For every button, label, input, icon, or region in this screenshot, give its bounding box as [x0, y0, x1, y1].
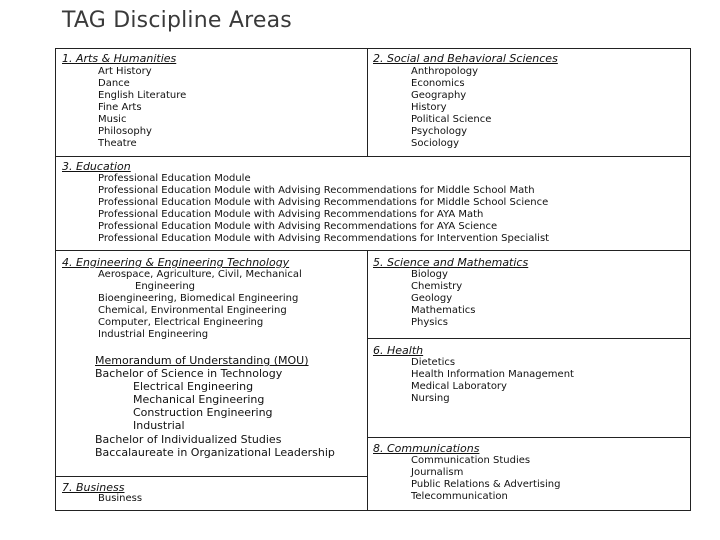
list-item: Professional Education Module with Advising Recommendations for Middle School Math	[98, 185, 535, 196]
mou-heading: Memorandum of Understanding (MOU)	[95, 354, 309, 367]
list-item: Art History	[98, 66, 152, 77]
list-item: Professional Education Module	[98, 173, 251, 184]
mou-block	[95, 354, 335, 459]
list-item: Professional Education Module with Advising Recommendations for AYA Math	[98, 209, 484, 220]
mou-line: Electrical Engineering	[133, 380, 254, 394]
science-heading: 5. Science and Mathematics	[373, 256, 529, 269]
mou-line: Mechanical Engineering	[133, 393, 265, 407]
list-item: Sociology	[411, 138, 460, 149]
page-title: TAG Discipline Areas	[62, 8, 292, 33]
list-item: Chemistry	[411, 281, 463, 292]
social-list	[411, 66, 491, 150]
mou-line: Baccalaureate in Organizational Leadership	[95, 445, 335, 459]
communications-heading: 8. Communications	[373, 442, 480, 455]
list-item: Professional Education Module with Advising Recommendations for AYA Science	[98, 221, 498, 232]
health-list	[411, 357, 574, 405]
health-heading: 6. Health	[373, 344, 424, 357]
list-item: Physics	[411, 317, 448, 328]
education-list	[98, 173, 549, 245]
arts-list	[98, 66, 186, 150]
list-item: Business	[98, 493, 143, 504]
engineering-heading: 4. Engineering & Engineering Technology	[62, 256, 290, 269]
list-item: Medical Laboratory	[411, 381, 507, 392]
mou-line: Industrial	[133, 419, 185, 433]
list-item: Economics	[411, 78, 465, 89]
list-item: Fine Arts	[98, 102, 142, 113]
list-item: Engineering	[135, 281, 195, 292]
list-item: Health Information Management	[411, 369, 574, 380]
list-item: Telecommunication	[411, 491, 508, 502]
list-item: Geography	[411, 90, 467, 101]
business-list	[98, 493, 142, 505]
list-item: Professional Education Module with Advising Recommendations for Intervention Specialist	[98, 233, 550, 244]
list-item: Industrial Engineering	[98, 329, 209, 340]
list-item: Mathematics	[411, 305, 476, 316]
communications-list	[411, 455, 560, 503]
education-heading: 3. Education	[62, 160, 131, 173]
list-item: Dietetics	[411, 357, 456, 368]
list-item: Dance	[98, 78, 130, 89]
mou-line: Bachelor of Science in Technology	[95, 367, 283, 381]
list-item: Computer, Electrical Engineering	[98, 317, 264, 328]
list-item: Professional Education Module with Advising Recommendations for Middle School Science	[98, 197, 549, 208]
list-item: Biology	[411, 269, 448, 280]
engineering-list	[98, 269, 302, 341]
list-item: Communication Studies	[411, 455, 531, 466]
science-list	[411, 269, 475, 329]
list-item: Geology	[411, 293, 453, 304]
list-item: Psychology	[411, 126, 468, 137]
list-item: Bioengineering, Biomedical Engineering	[98, 293, 299, 304]
list-item: History	[411, 102, 447, 113]
mou-line: Construction Engineering	[133, 406, 273, 420]
arts-heading: 1. Arts & Humanities	[62, 52, 177, 65]
list-item: Music	[98, 114, 127, 125]
list-item: Nursing	[411, 393, 450, 404]
list-item: Theatre	[98, 138, 137, 149]
list-item: Aerospace, Agriculture, Civil, Mechanical	[98, 269, 302, 280]
business-heading: 7. Business	[62, 481, 125, 494]
list-item: Political Science	[411, 114, 492, 125]
list-item: Anthropology	[411, 66, 479, 77]
list-item: Journalism	[411, 467, 464, 478]
list-item: Chemical, Environmental Engineering	[98, 305, 287, 316]
list-item: Public Relations & Advertising	[411, 479, 561, 490]
list-item: English Literature	[98, 90, 187, 101]
mou-line: Bachelor of Individualized Studies	[95, 432, 282, 446]
list-item: Philosophy	[98, 126, 152, 137]
social-heading: 2. Social and Behavioral Sciences	[373, 52, 558, 65]
